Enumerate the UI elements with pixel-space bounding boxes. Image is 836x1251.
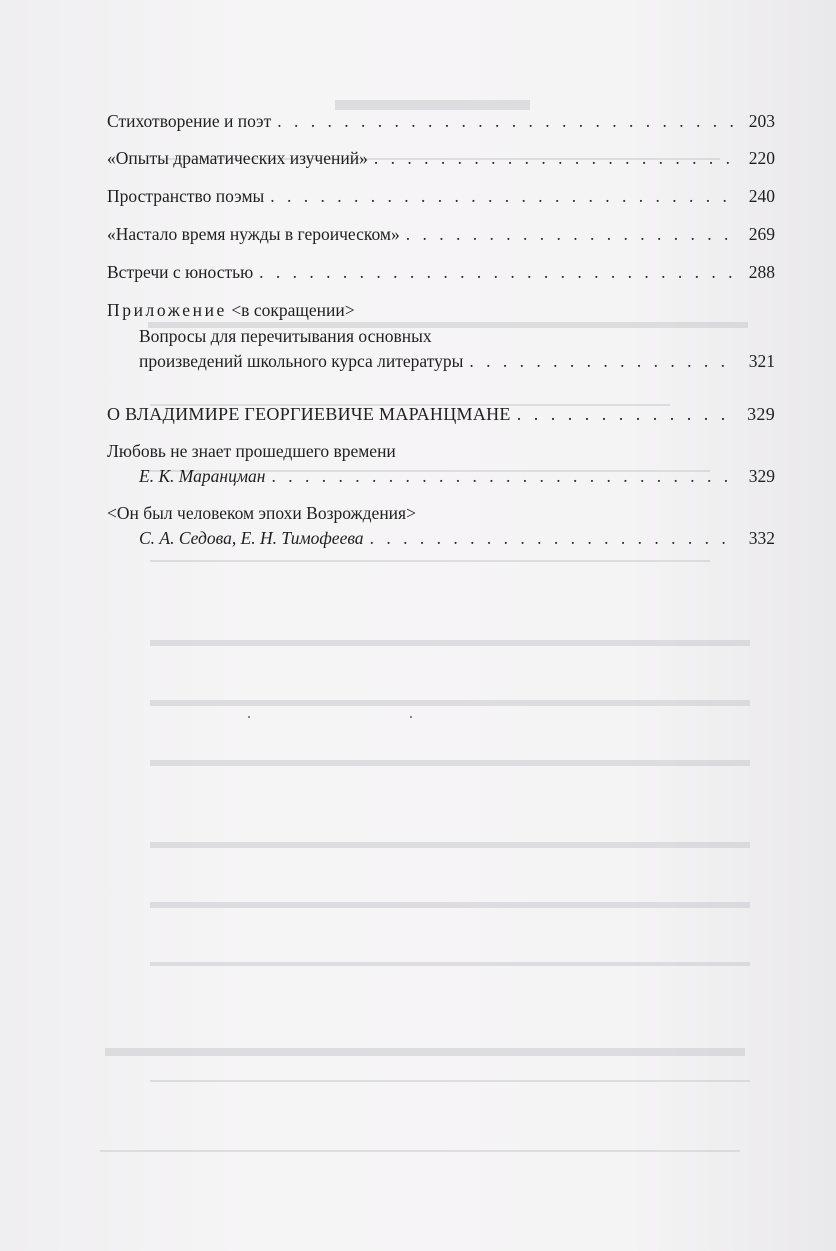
appendix-heading-label: Приложение (107, 300, 227, 320)
toc-entry-page: 203 (748, 111, 775, 131)
dot-leader (469, 349, 737, 373)
toc-entry-title: Пространство поэмы (107, 186, 265, 206)
toc-entry (107, 146, 775, 170)
dot-leader (374, 146, 737, 170)
bleed-through-line (150, 560, 710, 562)
toc-entry-page: 288 (748, 262, 775, 282)
dot-leader (277, 109, 737, 133)
dot-leader (270, 184, 737, 208)
bleed-through-line (150, 842, 750, 848)
section-title: О ВЛАДИМИРЕ ГЕОРГИЕВИЧЕ МАРАНЦМАНЕ (107, 404, 511, 424)
toc-entry (107, 526, 775, 550)
dot-leader (259, 260, 737, 284)
appendix-title-line: Вопросы для перечитывания основных (139, 326, 432, 346)
toc-entry-page: 220 (748, 148, 775, 168)
toc-entry (107, 184, 775, 208)
table-of-contents (107, 109, 775, 550)
toc-section (107, 402, 775, 426)
appendix-heading-note: <в сокращении> (226, 300, 355, 320)
bleed-through-line (150, 760, 750, 766)
toc-entry-page: 329 (747, 404, 775, 424)
bleed-through-line (100, 1150, 740, 1152)
dot-leader (370, 526, 737, 550)
dot-leader (406, 222, 737, 246)
bleed-through-line (150, 1080, 750, 1082)
toc-entry-title: Встречи с юностью (107, 262, 254, 282)
toc-entry-page: 332 (748, 528, 775, 548)
toc-entry (107, 260, 775, 284)
article-title: Любовь не знает прошедшего времени (107, 441, 396, 461)
ink-speck (410, 716, 412, 718)
bleed-through-line (150, 700, 750, 706)
bleed-through-line (150, 902, 750, 908)
dot-leader (271, 464, 737, 488)
toc-entry-page: 240 (748, 186, 775, 206)
bleed-through-line (150, 962, 750, 966)
bleed-through-line (150, 640, 750, 646)
dot-leader (517, 402, 737, 426)
toc-entry-page: 329 (748, 466, 775, 486)
toc-entry-page: 269 (748, 224, 775, 244)
bleed-through-line (105, 1048, 745, 1056)
toc-entry-title: Стихотворение и поэт (107, 111, 272, 131)
appendix-heading (107, 298, 775, 322)
article-author: Е. К. Маранцман (139, 466, 266, 486)
ink-speck (248, 716, 250, 718)
toc-entry (107, 464, 775, 488)
toc-entry (107, 109, 775, 133)
toc-entry (107, 222, 775, 246)
toc-entry (107, 349, 775, 373)
toc-entry-title: произведений школьного курса литературы (139, 351, 464, 371)
toc-entry-page: 321 (748, 351, 775, 371)
toc-entry-title: «Опыты драматических изучений» (107, 148, 368, 168)
article-title: <Он был человеком эпохи Возрождения> (107, 503, 416, 523)
toc-entry-title: «Настало время нужды в героическом» (107, 224, 400, 244)
article-author: С. А. Седова, Е. Н. Тимофеева (139, 528, 364, 548)
